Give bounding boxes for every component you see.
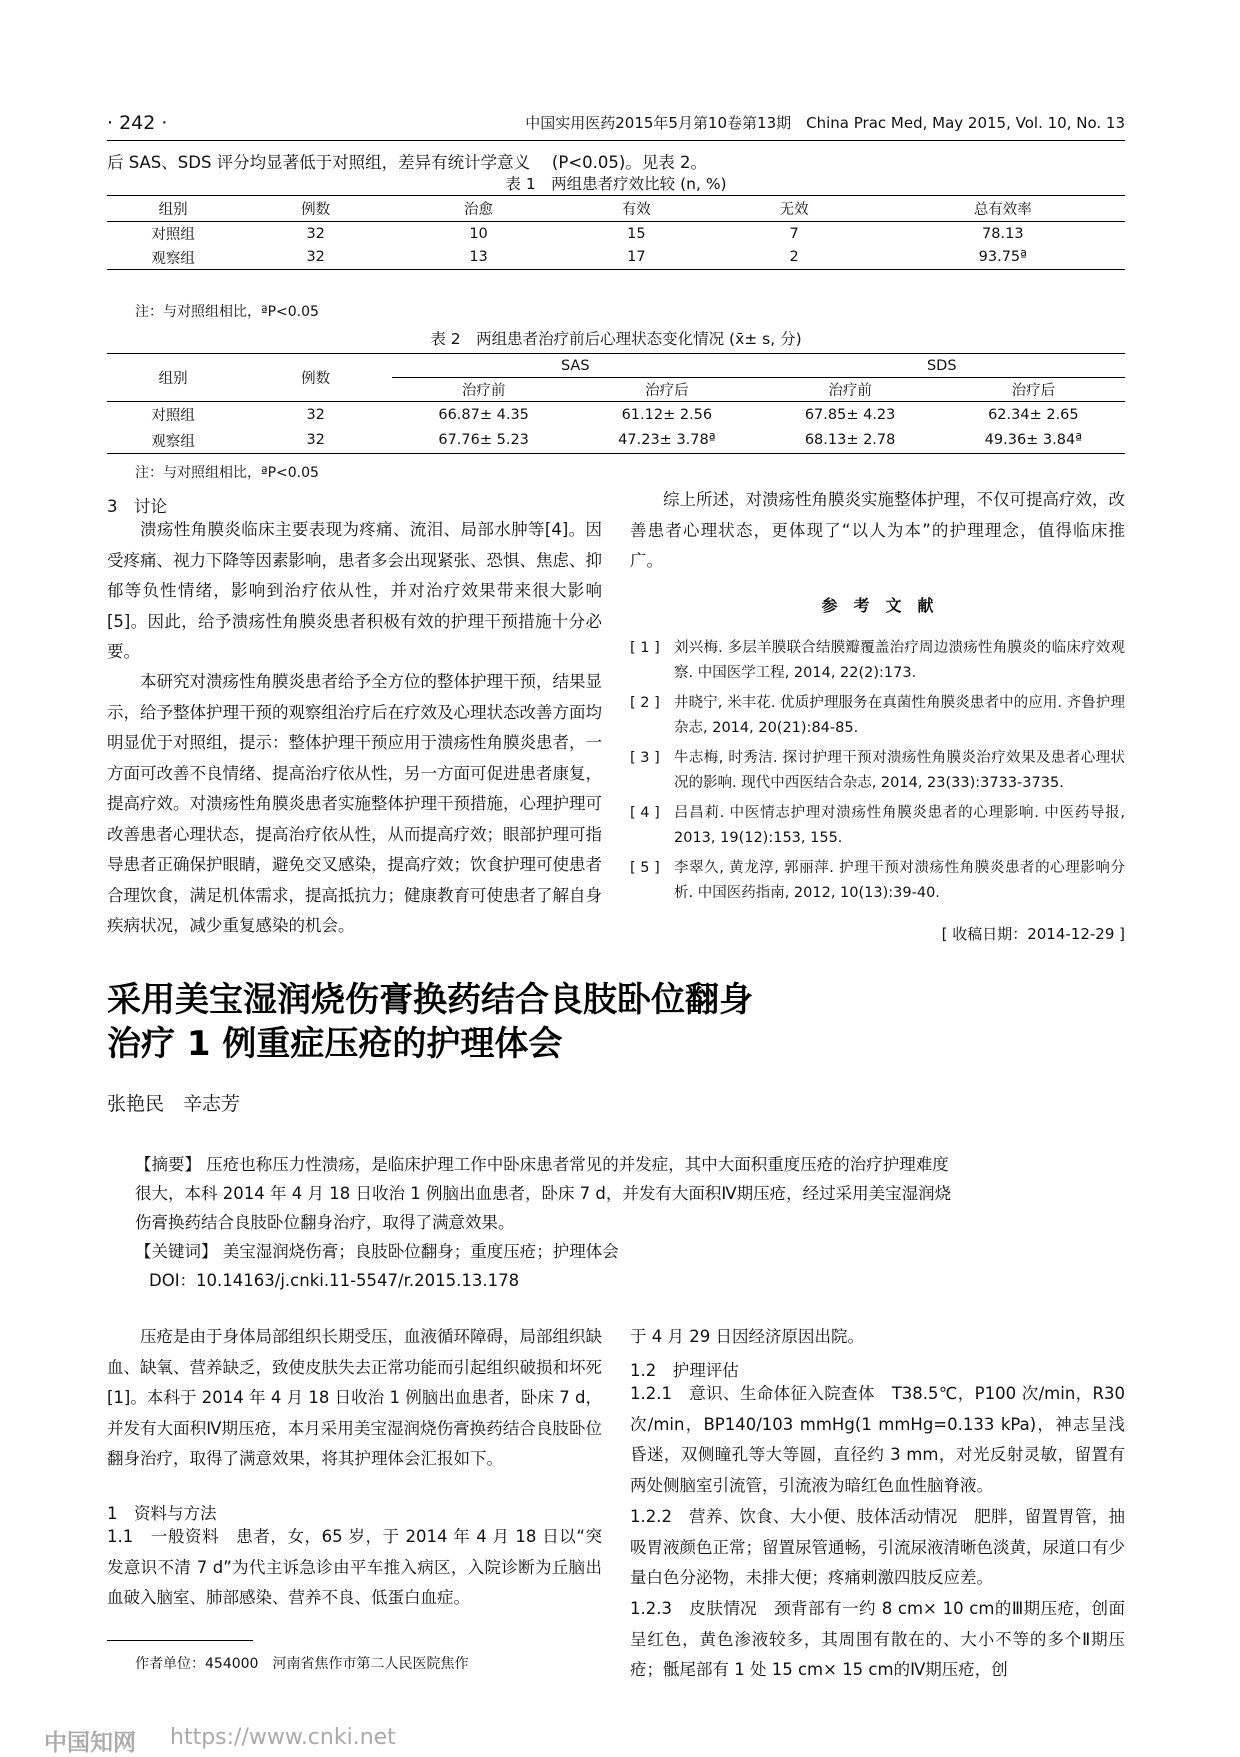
top-line: 后 SAS、SDS 评分均显著低于对照组，差异有统计学意义 (P<0.05)。见表 2。 — [107, 153, 708, 172]
table-row — [107, 428, 1125, 454]
table-cell: 对照组 — [151, 408, 195, 425]
footnote-rule — [107, 1640, 253, 1641]
table-cell: 32 — [306, 432, 325, 449]
reference-item — [630, 801, 1125, 851]
table-cell: 7 — [789, 225, 799, 242]
reference-text: 吕昌莉. 中医情志护理对溃疡性角膜炎患者的心理影响. 中医药导报, 2013, 19(12):153, 155. — [674, 805, 1125, 846]
table1-note: 注：与对照组相比，ªP<0.05 — [135, 304, 319, 320]
header-rule — [107, 140, 1125, 141]
table2-subheader: 治疗前 — [461, 383, 506, 399]
cnki-logo: 中国知网 — [44, 1730, 136, 1756]
intro-paragraph: 压疮是由于身体局部组织长期受压，血液循环障碍，局部组织缺血、缺氧、营养缺乏，致使皮肤失去正常功能而引起组织破损和坏死[1]。本科于 2014 年 4 月 18 日收治 1 例脑出血患者，卧床 7 d，并发有大面积Ⅳ期压疮，本月采用美宝湿润烧伤膏换药结合良肢卧位翻身治疗，取得了满意效果，将其护理体会汇报如下。 — [107, 1327, 602, 1468]
table2-header: 例数 — [239, 354, 392, 402]
reference-number: [ 5 ] — [630, 860, 660, 876]
table1-header: 治愈 — [464, 202, 494, 218]
table-cell: 15 — [627, 225, 646, 242]
right-column-continued: 于 4 月 29 日因经济原因出院。 — [630, 1327, 864, 1346]
table2-header-row — [107, 354, 1125, 378]
table-cell: 47.23± 3.78ª — [618, 432, 716, 449]
section-1-2-1: 1.2.1 意识、生命体征入院查体 T38.5℃，P100 次/min，R30 次/min，BP140/103 mmHg(1 mmHg=0.133 kPa)，神志呈浅昏迷，双侧瞳孔等大等圆，直径约 3 mm，对光反射灵敏，留置有两处侧脑室引流管，引流液为暗红色血性脑脊液。 — [630, 1384, 1125, 1495]
table1-header: 组别 — [158, 202, 188, 218]
table-cell: 67.76± 5.23 — [438, 432, 529, 449]
section-1-1: 1.1 一般资料 患者，女，65 岁，于 2014 年 4 月 18 日以“突发意识不清 7 d”为代主诉急诊由平车推入病区，入院诊断为丘脑出血破入脑室、肺部感染、营养不良、低蛋白血症。 — [107, 1527, 602, 1607]
table1-header: 有效 — [621, 202, 651, 218]
table-cell: 66.87± 4.35 — [438, 406, 529, 423]
reference-text: 牛志梅, 时秀洁. 探讨护理干预对溃疡性角膜炎治疗效果及患者心理状况的影响. 现代中西医结合杂志, 2014, 23(33):3733-3735. — [674, 750, 1125, 791]
reference-item — [630, 746, 1125, 796]
reference-text: 李翠久, 黄龙淳, 郭丽萍. 护理干预对溃疡性角膜炎患者的心理影响分析. 中国医药指南, 2012, 10(13):39-40. — [674, 860, 1125, 901]
article-authors: 张艳民 辛志芳 — [107, 1093, 241, 1115]
table-cell: 17 — [627, 249, 646, 266]
abstract-label: 【摘要】 — [135, 1155, 201, 1174]
table-row — [107, 246, 1125, 270]
references-heading: 参 考 文 献 — [821, 596, 934, 615]
table-cell: 68.13± 2.78 — [804, 432, 896, 449]
table-cell: 2 — [789, 249, 799, 266]
table2-header: 组别 — [107, 354, 239, 402]
reference-number: [ 1 ] — [630, 640, 660, 656]
discussion-paragraph-1: 溃疡性角膜炎临床主要表现为疼痛、流泪、局部水肿等[4]。因受疼痛、视力下降等因素影响，患者多会出现紧张、恐惧、焦虑、抑郁等负性情绪，影响到治疗依从性，并对治疗效果带来很大影响[5]。因此，给予溃疡性角膜炎患者积极有效的护理干预措施十分必要。 — [107, 520, 602, 661]
table1-header: 例数 — [301, 202, 331, 218]
reference-item — [630, 636, 1125, 686]
section-1-heading: 1 资料与方法 — [107, 1504, 217, 1523]
table-cell: 67.85± 4.23 — [804, 406, 896, 423]
received-date: [ 收稿日期：2014-12-29 ] — [941, 925, 1125, 943]
table1-header: 总有效率 — [973, 202, 1032, 218]
section-1-2-heading: 1.2 护理评估 — [630, 1361, 739, 1380]
table-cell: 32 — [306, 406, 325, 423]
abstract — [135, 1150, 955, 1237]
discussion-paragraph-2: 本研究对溃疡性角膜炎患者给予全方位的整体护理干预，结果显示，给予整体护理干预的观察组治疗后在疗效及心理状态改善方面均明显优于对照组，提示：整体护理干预应用于溃疡性角膜炎患者，一方面可改善不良情绪、提高治疗依从性，另一方面可促进患者康复，提高疗效。对溃疡性角膜炎患者实施整体护理干预措施，心理护理可改善患者心理状态，提高治疗依从性，从而提高疗效；眼部护理可指导患者正确保护眼睛，避免交叉感染，提高疗效；饮食护理可使患者合理饮食，满足机体需求，提高抵抗力；健康教育可使患者了解自身疾病状况，减少重复感染的机会。 — [107, 672, 602, 935]
reference-item — [630, 856, 1125, 906]
table-cell: 对照组 — [151, 227, 195, 244]
reference-number: [ 4 ] — [630, 805, 660, 821]
reference-list — [630, 636, 1125, 906]
doi: DOI：10.14163/j.cnki.11-5547/r.2015.13.178 — [149, 1271, 520, 1290]
table-cell: 93.75ª — [978, 249, 1027, 266]
author-affiliation: 作者单位：454000 河南省焦作市第二人民医院焦作 — [135, 1656, 469, 1672]
article-title-line-1: 采用美宝湿润烧伤膏换药结合良肢卧位翻身 — [107, 980, 753, 1020]
conclusion-paragraph: 综上所述，对溃疡性角膜炎实施整体护理，不仅可提高疗效，改善患者心理状态，更体现了“以人为本”的护理理念，值得临床推广。 — [630, 490, 1125, 570]
article-title — [107, 978, 753, 1066]
table-cell: 78.13 — [982, 225, 1024, 242]
abstract-text: 压疮也称压力性溃疡，是临床护理工作中卧床患者常见的并发症，其中大面积重度压疮的治疗护理难度很大，本科 2014 年 4 月 18 日收治 1 例脑出血患者，卧床 7 d，并发有大面积Ⅳ期压疮，经过采用美宝湿润烧伤膏换药结合良肢卧位翻身治疗，取得了满意效果。 — [135, 1155, 952, 1232]
abstract-block — [135, 1150, 955, 1295]
table-cell: 观察组 — [151, 250, 195, 267]
section-1-2-3: 1.2.3 皮肤情况 颈背部有一约 8 cm× 10 cm的Ⅲ期压疮，创面呈红色，黄色渗液较多，其周围有散在的、大小不等的多个Ⅱ期压疮；骶尾部有 1 处 15 cm× 15 cm的Ⅳ期压疮，创 — [630, 1599, 1125, 1679]
keywords-label: 【关键词】 — [135, 1242, 218, 1261]
table2 — [107, 353, 1125, 454]
journal-header: 中国实用医药2015年5月第10卷第13期 China Prac Med, May 2015, Vol. 10, No. 13 — [525, 114, 1125, 132]
table2-subheader: 治疗前 — [828, 383, 872, 399]
reference-item — [630, 691, 1125, 741]
table2-note: 注：与对照组相比，ªP<0.05 — [135, 465, 319, 481]
table-cell: 10 — [469, 225, 488, 242]
table-cell: 13 — [469, 249, 488, 266]
table2-header-sds: SDS — [758, 354, 1125, 378]
keywords-text: 美宝湿润烧伤膏；良肢卧位翻身；重度压疮；护理体会 — [222, 1242, 619, 1261]
table1-header: 无效 — [779, 202, 809, 218]
discussion-heading: 3 讨论 — [107, 497, 167, 516]
cnki-url: https://www.cnki.net — [170, 1725, 396, 1750]
keywords — [135, 1237, 955, 1266]
table2-subheader: 治疗后 — [645, 383, 689, 399]
table1-caption: 表 1 两组患者疗效比较 (n, %) — [505, 175, 727, 193]
article-title-line-2: 治疗 1 例重症压疮的护理体会 — [107, 1024, 563, 1064]
section-1-2-2: 1.2.2 营养、饮食、大小便、肢体活动情况 肥胖，留置胃管，抽吸胃液颜色正常；留置尿管通畅，引流尿液清晰色淡黄，尿道口有少量白色分泌物，未排大便；疼痛刺激四肢反应差。 — [630, 1507, 1125, 1587]
table-row — [107, 402, 1125, 428]
table2-caption: 表 2 两组患者治疗前后心理状态变化情况 (x̄± s, 分) — [430, 330, 802, 348]
reference-number: [ 2 ] — [630, 695, 660, 711]
table1-header-row — [107, 196, 1125, 222]
table-cell: 62.34± 2.65 — [988, 406, 1079, 423]
table-cell: 32 — [306, 249, 325, 266]
table-cell: 49.36± 3.84ª — [984, 432, 1083, 449]
reference-number: [ 3 ] — [630, 750, 660, 766]
table-row — [107, 222, 1125, 246]
table-cell: 32 — [306, 225, 325, 242]
table-cell: 61.12± 2.56 — [621, 406, 713, 423]
reference-text: 井晓宁, 米丰花. 优质护理服务在真菌性角膜炎患者中的应用. 齐鲁护理杂志, 2014, 20(21):84-85. — [674, 695, 1125, 736]
table1 — [107, 195, 1125, 270]
page-number: · 242 · — [107, 112, 168, 134]
table2-subheader: 治疗后 — [1011, 383, 1056, 399]
table-cell: 观察组 — [151, 433, 195, 450]
reference-text: 刘兴梅. 多层羊膜联合结膜瓣覆盖治疗周边溃疡性角膜炎的临床疗效观察. 中国医学工程, 2014, 22(2):173. — [674, 640, 1125, 681]
table2-header-sas: SAS — [392, 354, 758, 378]
